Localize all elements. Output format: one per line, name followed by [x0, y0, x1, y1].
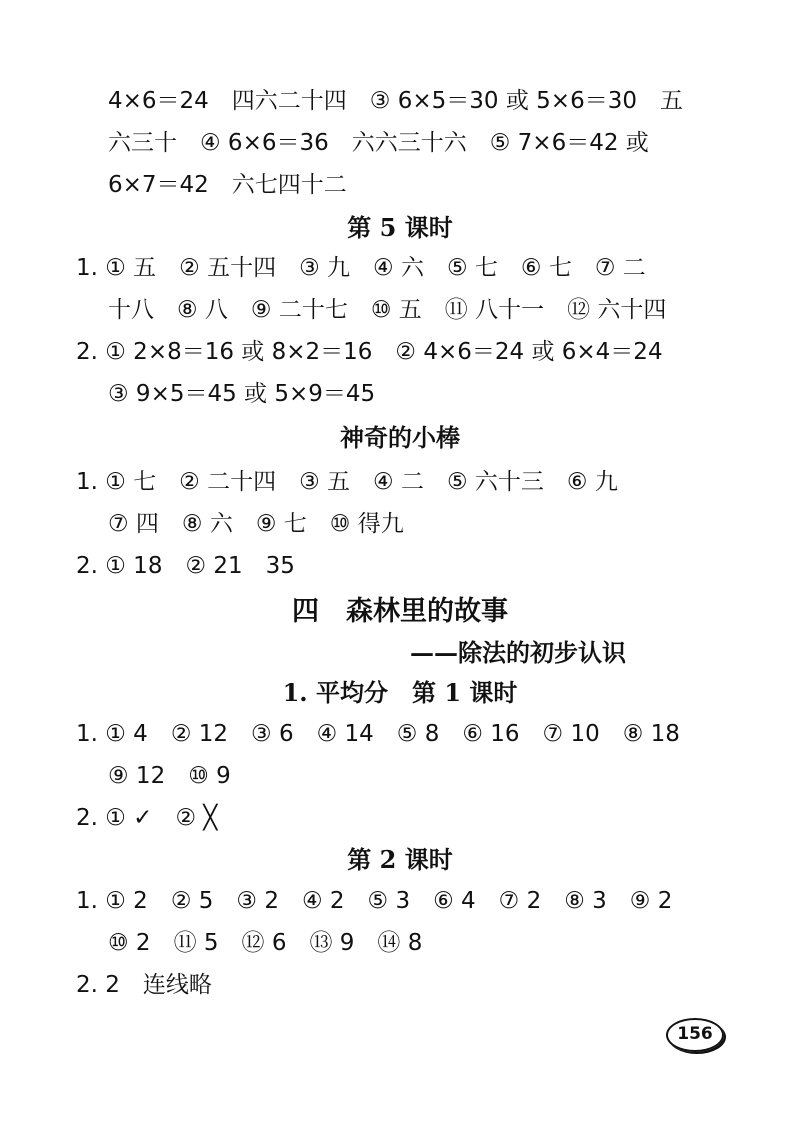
section-heading-average: 1. 平均分 第 1 课时	[282, 678, 518, 707]
answer-line-1: 4×6＝24 四六二十四 ③ 6×5＝30 或 5×6＝30 五	[108, 88, 683, 114]
answer-line-8: 1. ① 七 ② 二十四 ③ 五 ④ 二 ⑤ 六十三 ⑥ 九	[76, 469, 618, 495]
answer-line-11: 1. ① 4 ② 12 ③ 6 ④ 14 ⑤ 8 ⑥ 16 ⑦ 10 ⑧ 18	[76, 721, 680, 747]
answer-line-16: 2. 2 连线略	[76, 972, 212, 998]
answer-line-14: 1. ① 2 ② 5 ③ 2 ④ 2 ⑤ 3 ⑥ 4 ⑦ 2 ⑧ 3 ⑨ 2	[76, 888, 673, 914]
answer-line-12: ⑨ 12 ⑩ 9	[108, 763, 231, 789]
answer-line-13: 2. ① ✓ ② ╳	[76, 805, 218, 831]
answer-line-15: ⑩ 2 ⑪ 5 ⑫ 6 ⑬ 9 ⑭ 8	[108, 930, 423, 956]
section-heading-lesson-2: 第 2 课时	[347, 845, 453, 874]
answer-line-5: 十八 ⑧ 八 ⑨ 二十七 ⑩ 五 ⑪ 八十一 ⑫ 六十四	[108, 297, 667, 323]
unit-subheading: ——除法的初步认识	[410, 638, 626, 667]
answer-line-9: ⑦ 四 ⑧ 六 ⑨ 七 ⑩ 得九	[108, 511, 404, 537]
answer-line-3: 6×7＝42 六七四十二	[108, 172, 347, 198]
answer-line-4: 1. ① 五 ② 五十四 ③ 九 ④ 六 ⑤ 七 ⑥ 七 ⑦ 二	[76, 255, 646, 281]
answer-line-7: ③ 9×5＝45 或 5×9＝45	[108, 381, 376, 407]
page-number: 156	[666, 1018, 724, 1052]
answer-line-10: 2. ① 18 ② 21 35	[76, 553, 295, 579]
section-heading-magic-sticks: 神奇的小棒	[340, 423, 460, 452]
answer-line-2: 六三十 ④ 6×6＝36 六六三十六 ⑤ 7×6＝42 或	[108, 130, 649, 156]
unit-heading: 四 森林里的故事	[292, 596, 508, 627]
section-heading-lesson-5: 第 5 课时	[347, 213, 453, 242]
answer-line-6: 2. ① 2×8＝16 或 8×2＝16 ② 4×6＝24 或 6×4＝24	[76, 339, 663, 365]
